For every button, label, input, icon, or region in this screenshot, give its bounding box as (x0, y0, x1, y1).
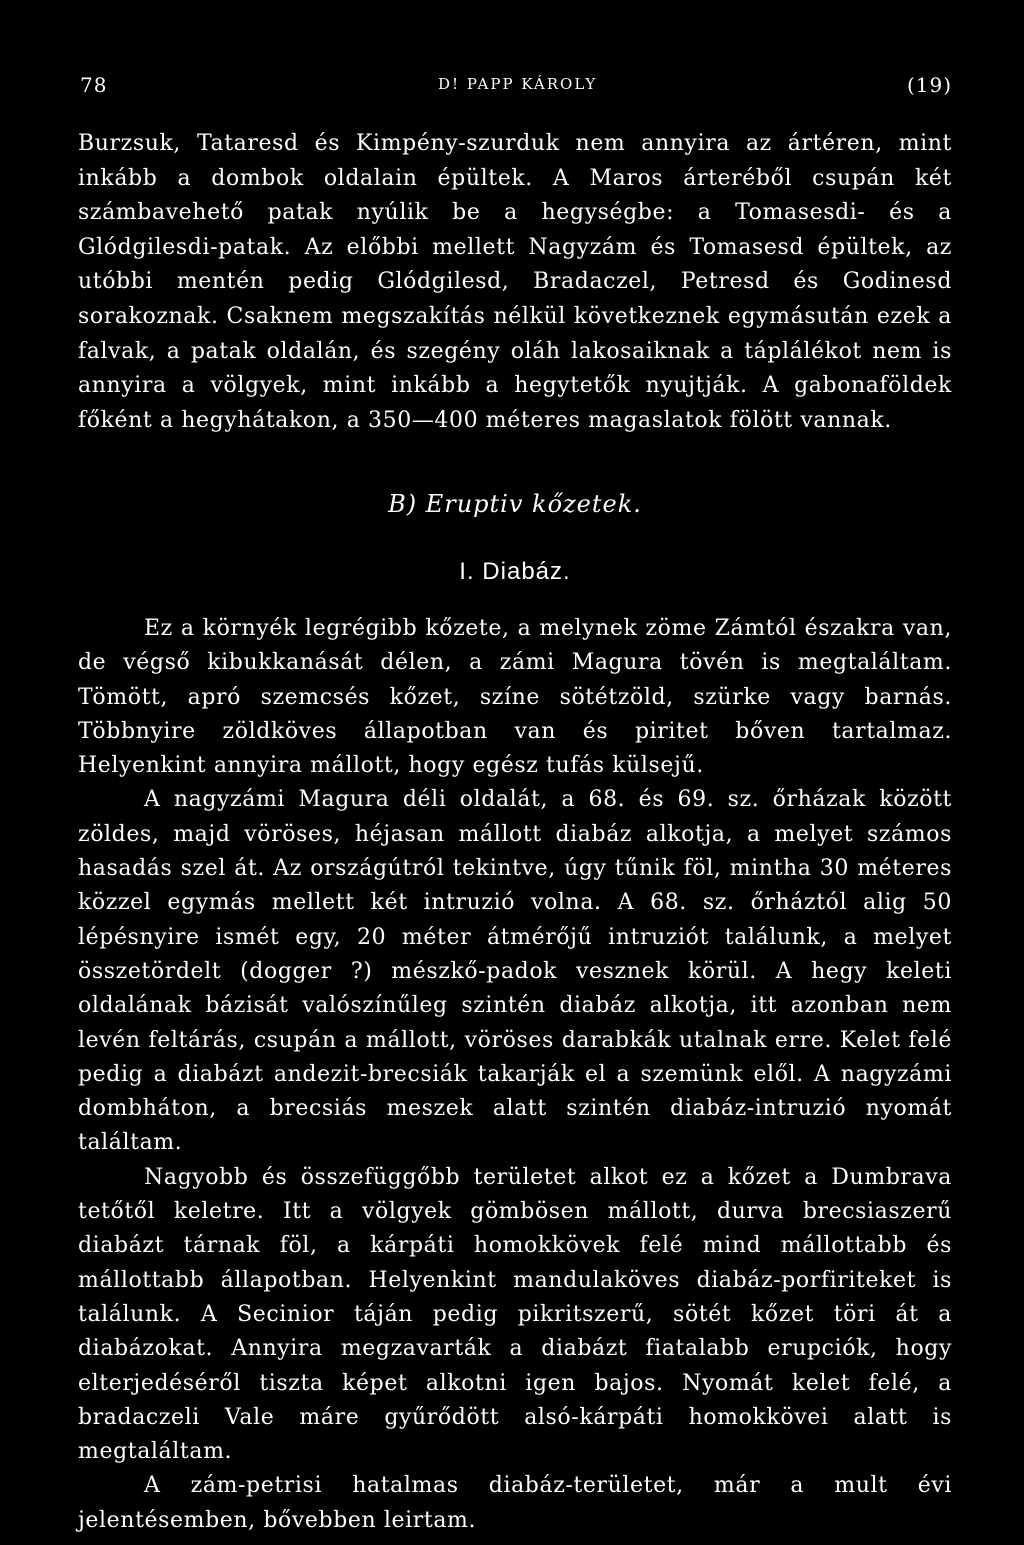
part-number: (19) (906, 73, 952, 97)
paragraph: A zám-petrisi hatalmas diabáz-területet, már a mult évi jelentésemben, bővebben leirtam. (78, 1473, 952, 1533)
page-number: 78 (80, 73, 108, 97)
intro-text (78, 127, 952, 438)
section-heading: B) Eruptiv kőzetek. (388, 490, 642, 518)
intro-paragraph: Burzsuk, Tataresd és Kimpény-szurduk nem annyira az ártéren, mint inkább a dombok oldalain épültek. A Maros árteréből csupán két számbavehető patak nyúlik be a hegységbe: a Tomasesdi- és a Glódgilesdi-patak. Az előbbi mellett Nagyzám és Tomasesd épültek, az utóbbi mentén pedig Glódgilesd, Bradaczel, Petresd és Godinesd sorakoznak. Csaknem megszakítás nélkül következnek egymásután ezek a falvak, a patak oldalán, és szegény oláh lakosaiknak a táplálékot nem is annyira a völgyek, mint inkább a hegytetők nyujtják. A gabonaföldek főként a hegyhátakon, a 350—400 méteres magaslatok fölött vannak. (78, 131, 952, 433)
paragraph: Nagyobb és összefüggőbb területet alkot ez a kőzet a Dumbrava tetőtől keletre. Itt a völgyek gömbösen mállott, durva brecsiaszerű diabázt tárnak föl, a kárpáti homokkövek felé mind mállottabb és mállottabb állapotban. Helyenkint mandulaköves diabáz-porfiriteket is találunk. A Secinior táján pedig pikritszerű, sötét kőzet töri át a diabázokat. Annyira megzavarták a diabázt fiatalabb erupciók, hogy elterjedéséről tiszta képet alkotni igen bajos. Nyomát kelet felé, a bradaczeli Vale máre gyűrődött alsó-kárpáti homokkövei alatt is megtaláltam. (78, 1164, 952, 1465)
running-header (78, 73, 952, 101)
sub-heading: I. Diabáz. (459, 558, 571, 585)
paragraph: A nagyzámi Magura déli oldalát, a 68. és 69. sz. őrházak között zöldes, majd vöröses, héjasan mállott diabáz alkotja, a melyet számos hasadás szel át. Az országútról tekintve, úgy tűnik föl, mintha 30 méteres közzel egymás mellett két intruzió volna. A 68. sz. őrháztól alig 50 lépésnyire ismét egy, 20 méter átmérőjű intruziót találunk, a melyet összetördelt (dogger ?) mészkő-padok vesznek körül. A hegy keleti oldalának bázisát valószínűleg szintén diabáz alkotja, itt azonban nem levén feltárás, csupán a mállott, vöröses darabkák utalnak erre. Kelet felé pedig a diabázt andezit-brecsiák takarják el a szemünk elől. A nagyzámi dombháton, a brecsiás meszek alatt szintén diabáz-intruzió nyomát találtam. (78, 787, 952, 1156)
author-name: D! PAPP KÁROLY (438, 75, 598, 93)
paragraph: Ez a környék legrégibb kőzete, a melynek zöme Zámtól északra van, de végső kibukkanását délen, a zámi Magura tövén is megtaláltam. Tömött, apró szemcsés kőzet, színe sötétzöld, szürke vagy barnás. Többnyire zöldköves állapotban van és piritet bőven tartalmaz. Helyenkint annyira mállott, hogy egész tufás külsejű. (78, 616, 952, 779)
diabaz-text (78, 612, 952, 1538)
